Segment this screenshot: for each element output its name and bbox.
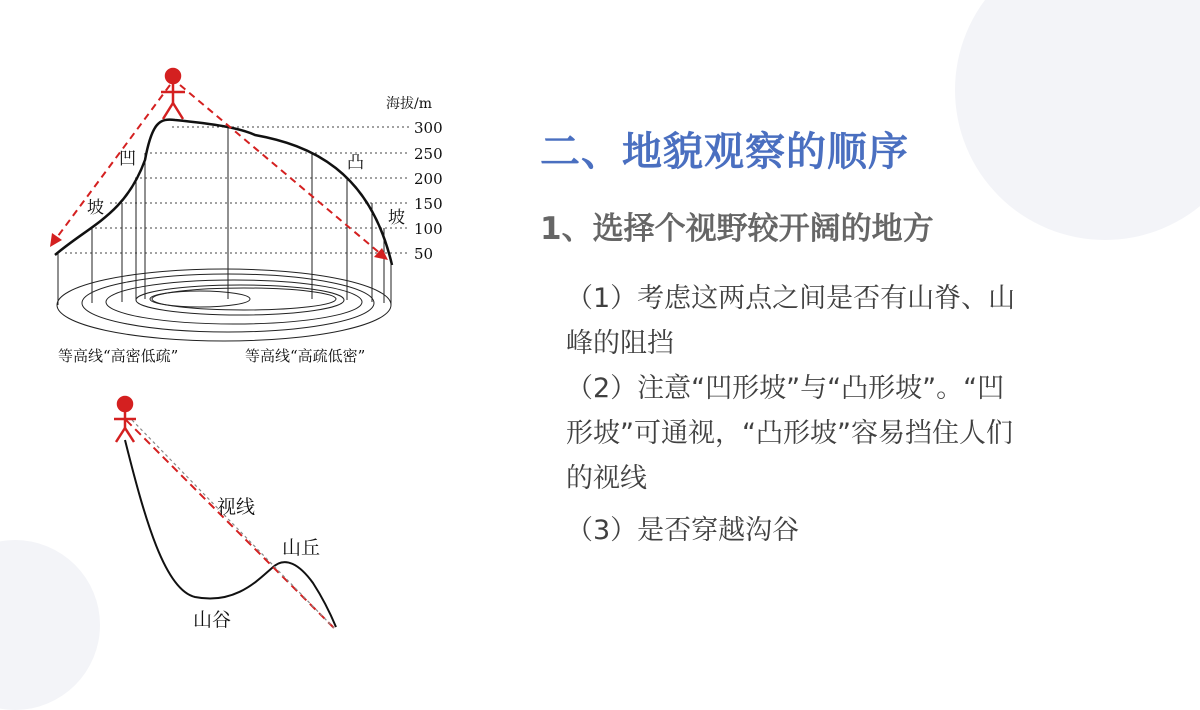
- valley-label: 山谷: [193, 609, 232, 631]
- elevation-label: 100: [414, 220, 443, 238]
- concave-label: 凹: [119, 149, 136, 169]
- sightline-red: [126, 420, 334, 628]
- elevation-label: 150: [414, 195, 443, 213]
- arrowheads: [50, 233, 388, 260]
- sightline-gray: [132, 420, 334, 628]
- slope-label-right: 坡: [388, 208, 405, 228]
- hill-label: 山丘: [282, 537, 321, 559]
- contour-ellipses: [57, 269, 391, 341]
- elevation-axis-title: 海拔/m: [386, 96, 432, 112]
- elevation-label: 50: [414, 245, 434, 263]
- terrain-profile: [55, 120, 392, 265]
- observer-figure-top: [161, 69, 185, 119]
- decorative-circle-right: [955, 0, 1200, 240]
- caption-right: 等高线“高疏低密”: [245, 347, 366, 365]
- sightline-arrows: [55, 85, 382, 255]
- slide-subheading: 1、选择个视野较开阔的地方: [540, 211, 934, 247]
- point-item: （1）考虑这两点之间是否有山脊、山峰的阻挡: [566, 283, 1016, 359]
- slope-label-left: 坡: [87, 198, 104, 218]
- terrain-diagrams: [0, 0, 520, 675]
- convex-label: 凸: [347, 153, 364, 173]
- slide-heading: 二、地貌观察的顺序: [540, 129, 909, 175]
- point-item: （3）是否穿越沟谷: [566, 515, 800, 546]
- observer-figure-bottom: [114, 397, 136, 442]
- sightline-label: 视线: [217, 496, 256, 518]
- elevation-label: 250: [414, 145, 443, 163]
- caption-left: 等高线“高密低疏”: [58, 347, 179, 365]
- elevation-labels: [414, 119, 443, 263]
- elevation-label: 300: [414, 119, 443, 137]
- point-item: （2）注意“凹形坡”与“凸形坡”。“凹形坡”可通视，“凸形坡”容易挡住人们的视线: [566, 373, 1013, 494]
- elevation-label: 200: [414, 170, 443, 188]
